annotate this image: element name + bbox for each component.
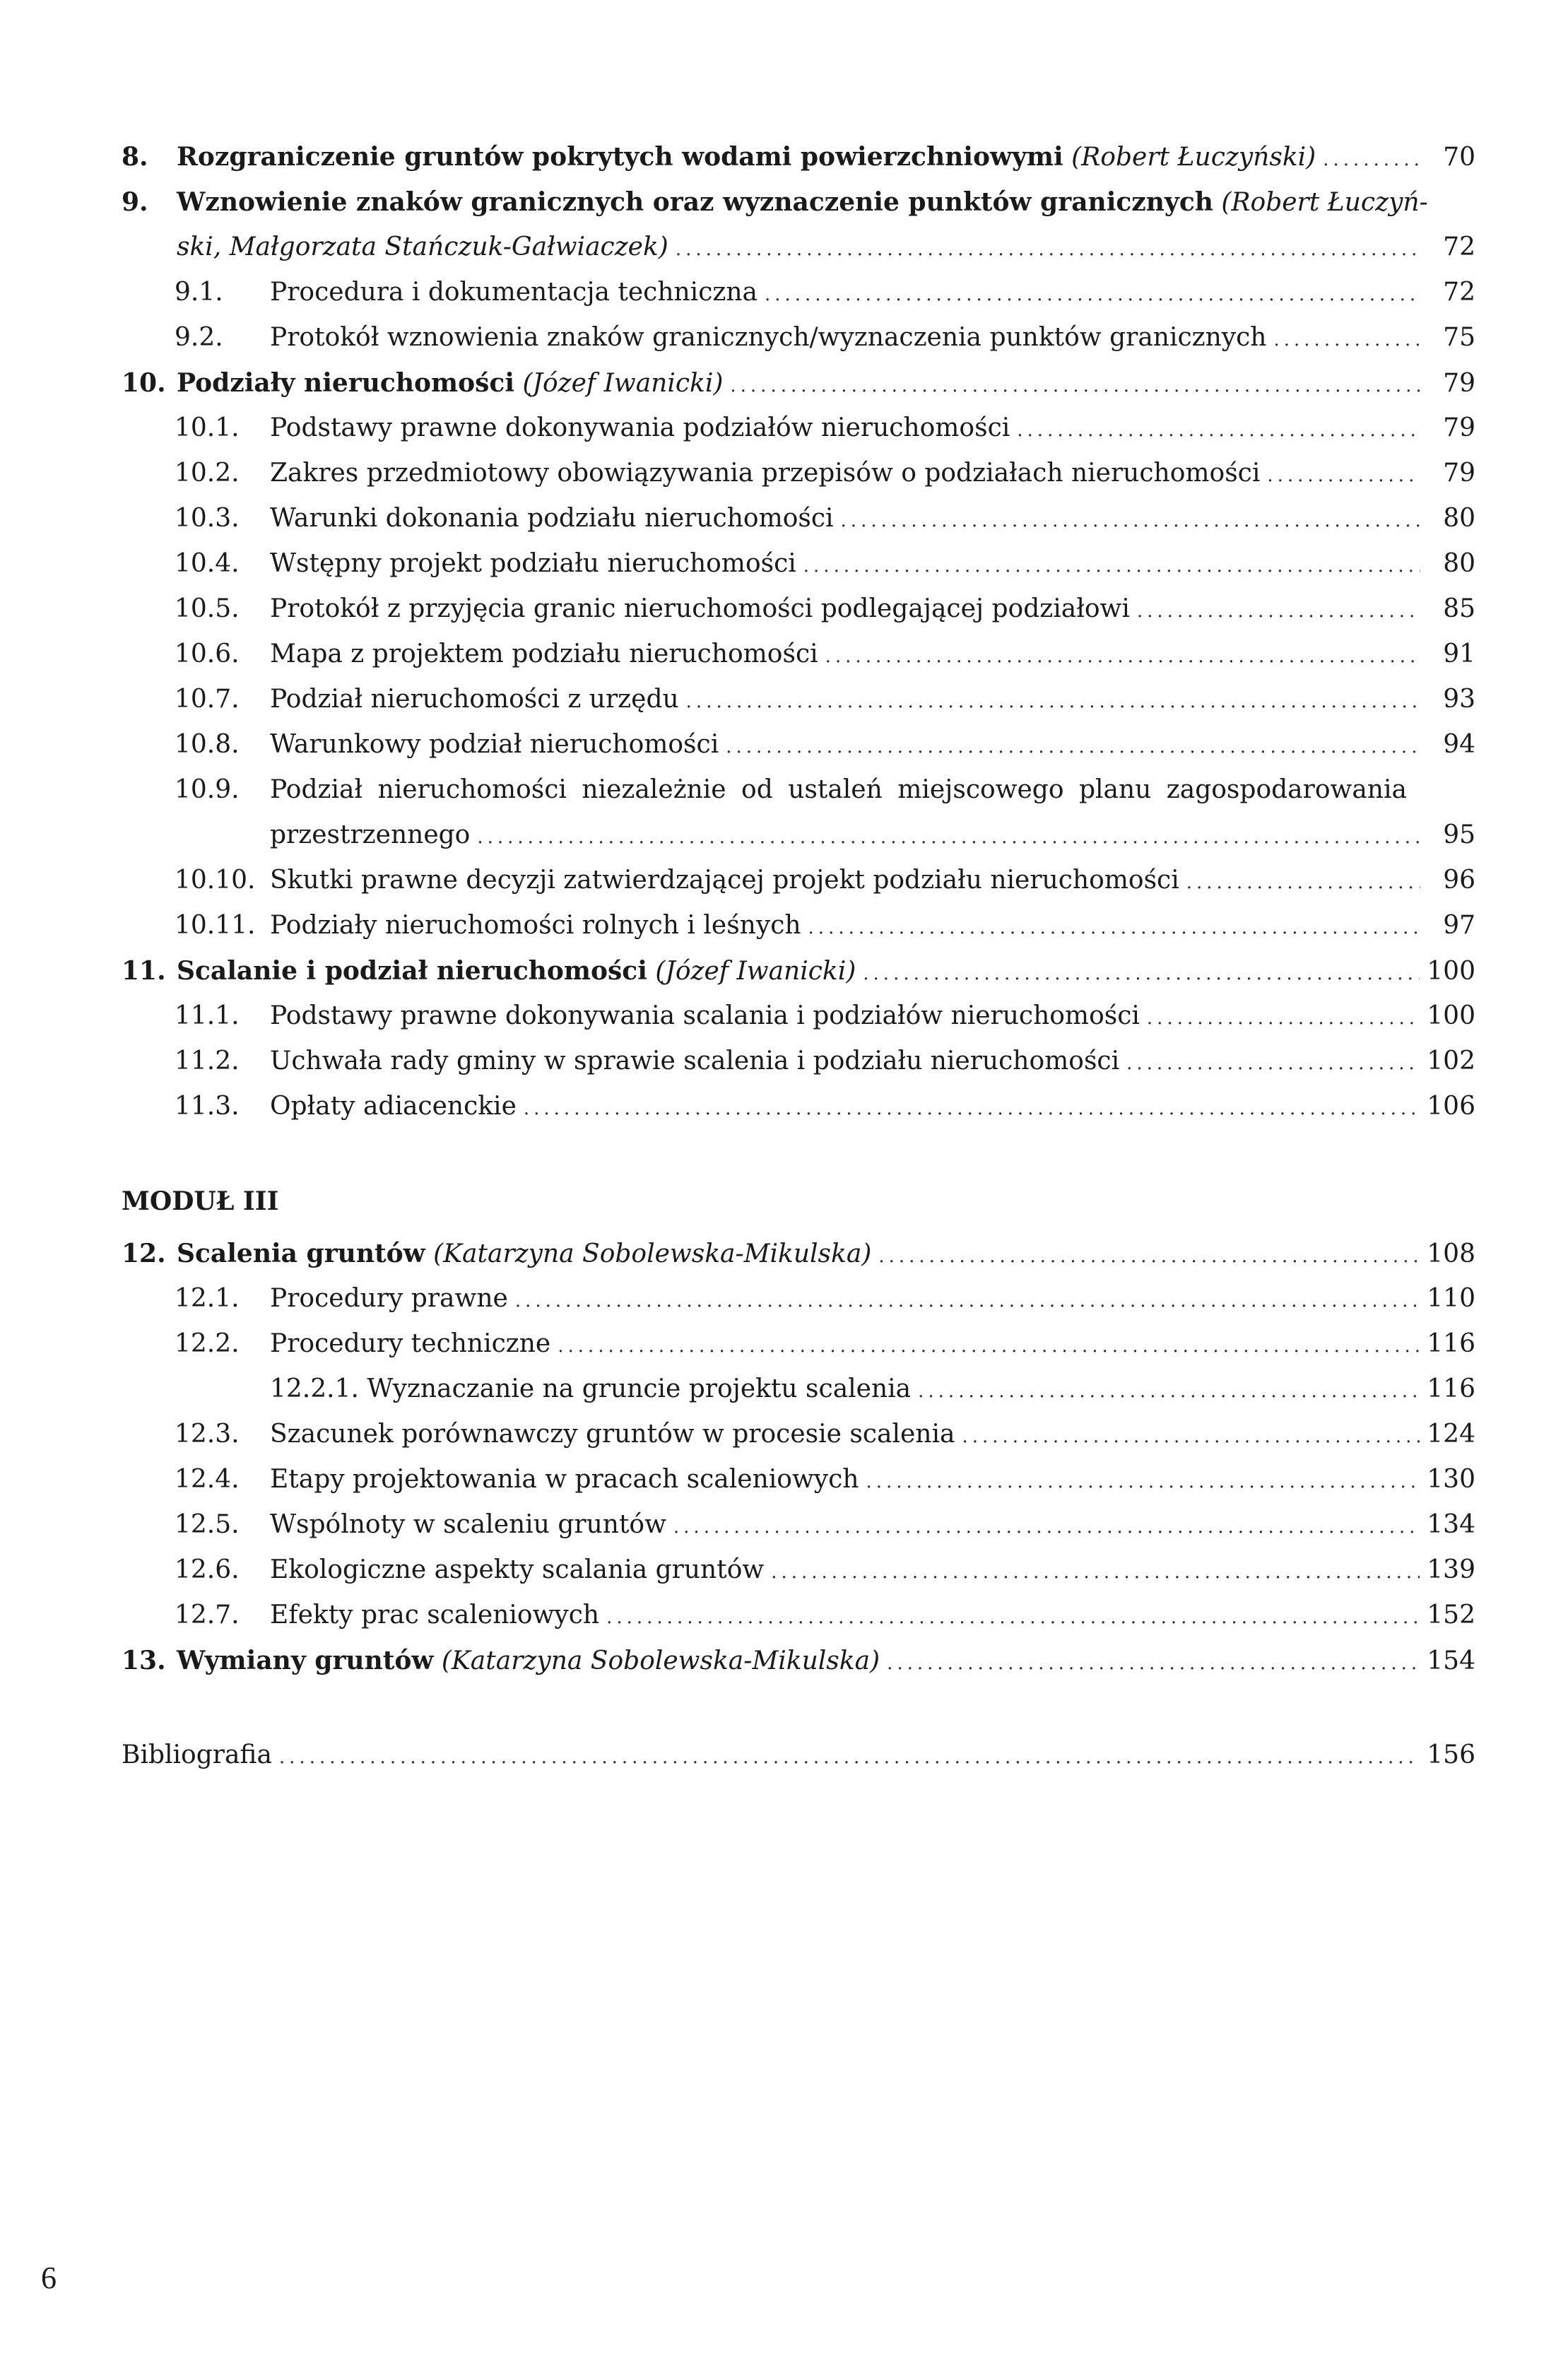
toc-page-number: 94 [1443, 730, 1475, 759]
toc-author: (Robert Łuczyń- [1221, 188, 1428, 217]
dot-leader [765, 272, 1420, 317]
dot-leader [524, 1086, 1420, 1131]
toc-number: 10.6. [175, 640, 240, 668]
toc-title: Scalanie i podział nieruchomości [177, 956, 647, 986]
dot-leader [918, 1369, 1420, 1414]
toc-entry-10-7 [122, 677, 1475, 722]
dot-leader [863, 951, 1420, 996]
toc-page-number: 95 [1443, 820, 1475, 849]
toc-page-number: 130 [1427, 1465, 1475, 1494]
toc-number: 10.3. [175, 504, 240, 533]
toc-number: 10.5. [175, 594, 240, 623]
toc-page-number: 106 [1427, 1092, 1475, 1121]
toc-entry-9-2 [122, 315, 1475, 360]
toc-title: Podstawy prawne dokonywania scalania i podziałów nieruchomości [270, 1001, 1140, 1030]
dot-leader [878, 1234, 1420, 1279]
toc-title: Scalenia gruntów [177, 1239, 425, 1268]
toc-page-number: 154 [1427, 1646, 1475, 1675]
toc-title: Wznowienie znaków granicznych oraz wyznaczenie punktów granicznych [177, 187, 1213, 217]
toc-title: Szacunek porównawczy gruntów w procesie scalenia [270, 1420, 955, 1449]
toc-page-number: 96 [1443, 866, 1475, 895]
toc-entry-10 [122, 360, 1475, 406]
spacer [122, 1683, 1475, 1733]
toc-author: ski, Małgorzata Stańczuk-Gałwiaczek) [177, 232, 668, 261]
toc-number: 12.2. [175, 1329, 240, 1358]
dot-leader [771, 1550, 1420, 1595]
spacer [122, 1224, 1475, 1231]
toc-entry-9-1 [122, 270, 1475, 315]
toc-number: 10.11. [175, 911, 256, 940]
dot-leader [1137, 589, 1420, 634]
toc-title: Podziały nieruchomości rolnych i leśnych [270, 911, 801, 940]
toc-page-number: 72 [1443, 278, 1475, 307]
toc-page-number: 72 [1443, 232, 1475, 261]
dot-leader [515, 1278, 1420, 1324]
dot-leader [477, 815, 1420, 860]
toc-entry-10-4 [122, 541, 1475, 587]
dot-leader [1267, 453, 1420, 498]
toc-title: Rozgraniczenie gruntów pokrytych wodami powierzchniowymi [177, 142, 1063, 172]
toc-title: Podstawy prawne dokonywania podziałów nieruchomości [270, 413, 1010, 442]
toc-number: 11.1. [175, 1001, 240, 1030]
toc-title: Warunki dokonania podziału nieruchomości [270, 504, 834, 533]
toc-entry-9-continued [122, 225, 1475, 270]
toc-title: Skutki prawne decyzji zatwierdzającej projekt podziału nieruchomości [270, 866, 1179, 895]
toc-page-number: 102 [1427, 1047, 1475, 1075]
toc-title: Opłaty adiacenckie [270, 1092, 517, 1121]
toc-title: Podział nieruchomości z urzędu [270, 685, 679, 714]
toc-entry-10-5 [122, 587, 1475, 632]
toc-title: Wspólnoty w scaleniu gruntów [270, 1510, 666, 1539]
toc-page-number: 156 [1427, 1740, 1475, 1769]
toc-number: 9.1. [175, 278, 223, 307]
toc-entry-11-2 [122, 1039, 1475, 1084]
toc-number: 12.2.1. [270, 1374, 359, 1403]
toc-entry-12-2 [122, 1321, 1475, 1367]
toc-number: 12.7. [175, 1601, 240, 1630]
toc-entry-10-1 [122, 406, 1475, 451]
dot-leader [726, 724, 1420, 770]
toc-entry-13 [122, 1638, 1475, 1683]
toc-entry-10-9 [122, 767, 1475, 813]
dot-leader [606, 1595, 1420, 1640]
toc-page-number: 100 [1427, 957, 1475, 986]
toc-page-number: 124 [1427, 1420, 1475, 1449]
toc-author: (Robert Łuczyński) [1071, 143, 1316, 172]
dot-leader [676, 227, 1420, 272]
toc-entry-12-6 [122, 1548, 1475, 1593]
toc-title: Protokół z przyjęcia granic nieruchomości podlegającej podziałowi [270, 594, 1130, 623]
toc-entry-10-10 [122, 858, 1475, 903]
toc-number: 9. [122, 187, 148, 217]
dot-leader [686, 679, 1420, 724]
toc-number: 12.4. [175, 1465, 240, 1494]
toc-page-number: 91 [1443, 640, 1475, 668]
spacer [122, 1129, 1475, 1179]
toc-number: 12. [122, 1239, 166, 1268]
toc-page-number: 100 [1427, 1001, 1475, 1030]
toc-page-number: 134 [1427, 1510, 1475, 1539]
toc-entry-8 [122, 134, 1475, 179]
toc-number: 9.2. [175, 323, 223, 352]
toc-page-number: 93 [1443, 685, 1475, 714]
toc-number: 8. [122, 142, 148, 172]
module-heading: MODUŁ III [122, 1186, 279, 1216]
toc-entry-12-7 [122, 1593, 1475, 1638]
toc-page-number: 152 [1427, 1601, 1475, 1630]
toc-title: Etapy projektowania w pracach scaleniowych [270, 1465, 859, 1494]
toc-page-number: 79 [1443, 369, 1475, 398]
toc-page-number: 70 [1443, 143, 1475, 172]
toc-number: 12.5. [175, 1510, 240, 1539]
toc-entry-12 [122, 1231, 1475, 1276]
toc-number: 10.1. [175, 413, 240, 442]
dot-leader [673, 1504, 1420, 1550]
toc-title: Mapa z projektem podziału nieruchomości [270, 640, 818, 668]
toc-page-number: 97 [1443, 911, 1475, 940]
toc-title: Warunkowy podział nieruchomości [270, 730, 719, 759]
toc-title: Podziały nieruchomości [177, 368, 515, 398]
toc-title: Efekty prac scaleniowych [270, 1601, 600, 1630]
toc-entry-12-4 [122, 1457, 1475, 1502]
toc-entry-10-3 [122, 496, 1475, 541]
toc-page-number: 85 [1443, 594, 1475, 623]
toc-entry-bibliography [122, 1733, 1475, 1778]
toc-number: 10.4. [175, 549, 240, 578]
toc-entry-10-11 [122, 903, 1475, 948]
toc-page-number: 116 [1427, 1374, 1475, 1403]
dot-leader [279, 1735, 1420, 1780]
toc-title: Podział nieruchomości niezależnie od ustaleń miejscowego planu zagospodarowania [270, 775, 1407, 804]
page-number-folio: 6 [41, 2261, 57, 2295]
toc-entry-12-2-1 [122, 1367, 1475, 1412]
toc-page-number: 79 [1443, 413, 1475, 442]
dot-leader [558, 1324, 1420, 1369]
dot-leader [887, 1641, 1420, 1686]
toc-title: Uchwała rady gminy w sprawie scalenia i podziału nieruchomości [270, 1047, 1120, 1075]
toc-page-number: 80 [1443, 549, 1475, 578]
dot-leader [962, 1414, 1420, 1459]
toc-title: Procedury techniczne [270, 1329, 551, 1358]
toc-entry-11 [122, 948, 1475, 994]
toc-page-number: 110 [1427, 1284, 1475, 1313]
toc-title: Procedury prawne [270, 1284, 508, 1313]
dot-leader [1323, 137, 1420, 182]
toc-number: 10.8. [175, 730, 240, 759]
toc-number: 12.6. [175, 1555, 240, 1584]
toc-author: (Katarzyna Sobolewska-Mikulska) [433, 1239, 872, 1268]
toc-author: (Katarzyna Sobolewska-Mikulska) [441, 1646, 880, 1675]
dot-leader [1017, 408, 1420, 453]
toc-title: Protokół wznowienia znaków granicznych/wyznaczenia punktów granicznych [270, 323, 1267, 352]
toc-page-number: 75 [1443, 323, 1475, 352]
toc-title: Procedura i dokumentacja techniczna [270, 278, 758, 307]
toc-author: (Józef Iwanicki) [522, 369, 724, 398]
dot-leader [841, 498, 1420, 543]
toc-page-number: 80 [1443, 504, 1475, 533]
table-of-contents [122, 134, 1475, 1778]
dot-leader [866, 1459, 1420, 1504]
toc-title: przestrzennego [270, 820, 471, 849]
toc-entry-12-5 [122, 1502, 1475, 1548]
toc-page-number: 139 [1427, 1555, 1475, 1584]
dot-leader [1274, 317, 1421, 363]
dot-leader [825, 634, 1420, 679]
toc-page-number: 116 [1427, 1329, 1475, 1358]
toc-number: 10.2. [175, 459, 240, 488]
toc-page-number: 79 [1443, 459, 1475, 488]
toc-entry-10-9-continued [122, 813, 1475, 858]
toc-number: 11.2. [175, 1047, 240, 1075]
dot-leader [1147, 996, 1420, 1041]
toc-entry-11-1 [122, 994, 1475, 1039]
toc-entry-10-2 [122, 451, 1475, 496]
dot-leader [1126, 1041, 1420, 1086]
toc-entry-10-8 [122, 722, 1475, 767]
toc-number: 10.10. [175, 866, 256, 895]
toc-number: 10. [122, 368, 166, 398]
toc-number: 10.9. [175, 775, 240, 804]
dot-leader [808, 905, 1420, 950]
toc-entry-9 [122, 179, 1475, 225]
toc-title: Ekologiczne aspekty scalania gruntów [270, 1555, 765, 1584]
toc-title: Wstępny projekt podziału nieruchomości [270, 549, 796, 578]
dot-leader [803, 543, 1420, 589]
toc-number: 11. [122, 956, 166, 986]
dot-leader [730, 363, 1420, 408]
toc-page-number: 108 [1427, 1239, 1475, 1268]
toc-title: Wymiany gruntów [177, 1646, 434, 1675]
dot-leader [1186, 860, 1420, 905]
toc-number: 11.3. [175, 1092, 240, 1121]
toc-title: Bibliografia [122, 1740, 272, 1769]
toc-title: Wyznaczanie na gruncie projektu scalenia [367, 1374, 912, 1403]
toc-entry-10-6 [122, 632, 1475, 677]
toc-number: 12.3. [175, 1420, 240, 1449]
toc-title: Zakres przedmiotowy obowiązywania przepisów o podziałach nieruchomości [270, 459, 1261, 488]
toc-entry-12-3 [122, 1412, 1475, 1457]
toc-number: 10.7. [175, 685, 240, 714]
toc-entry-12-1 [122, 1276, 1475, 1321]
toc-number: 13. [122, 1646, 166, 1675]
toc-entry-11-3 [122, 1084, 1475, 1129]
toc-author: (Józef Iwanicki) [655, 957, 856, 986]
toc-number: 12.1. [175, 1284, 240, 1313]
